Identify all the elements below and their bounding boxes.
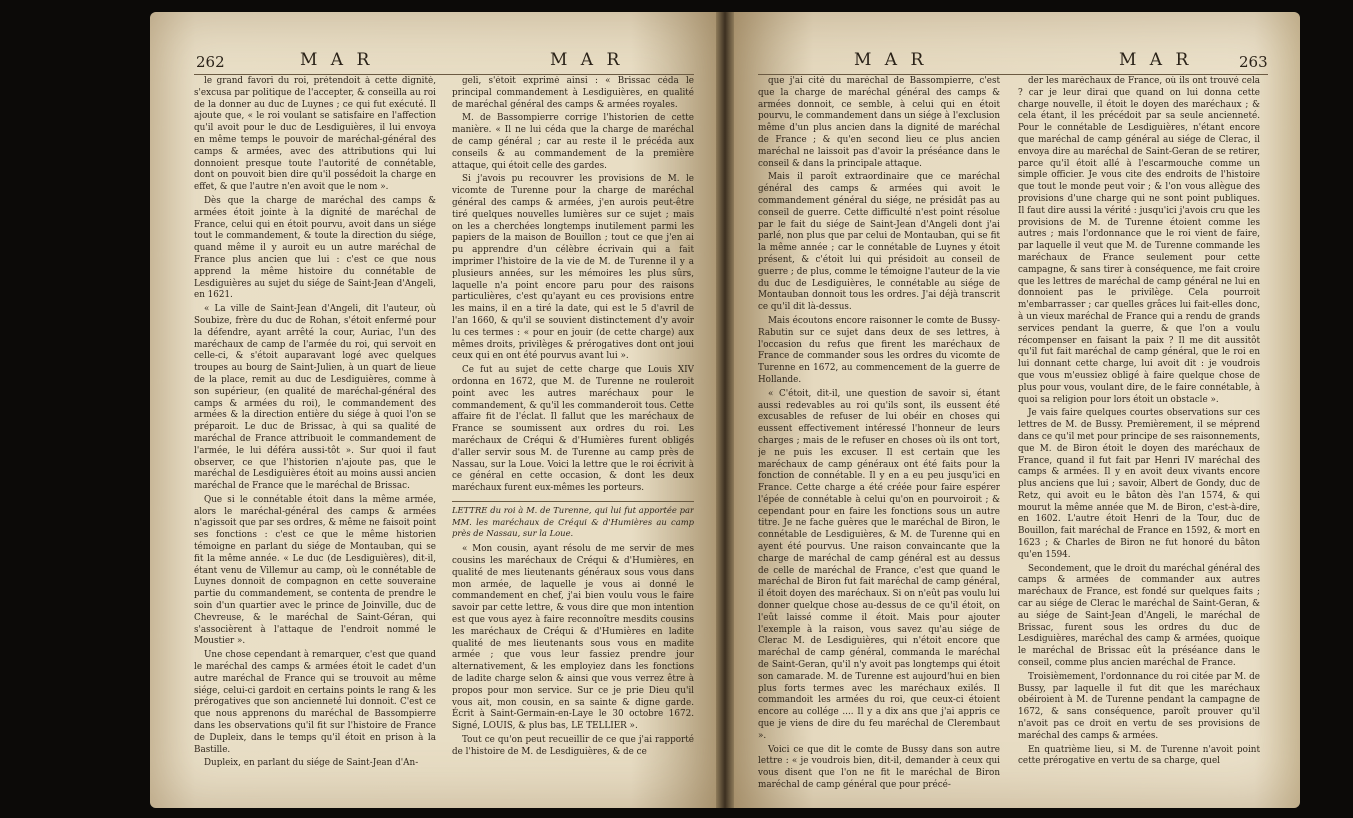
paragraph: geli, s'étoit exprimé ainsi : « Brissac céda le principal commandement à Lesdiguières, en qualité de maréchal général des camps & armées royales.	[452, 76, 694, 110]
right-page	[734, 12, 1300, 808]
right-page-number: 263	[1239, 53, 1268, 71]
paragraph: Ce fut au sujet de cette charge que Louis XIV ordonna en 1672, que M. de Turenne ne rouleroit point avec les autres maréchaux pour le commandement, & qu'il les commanderoit tous. Cette affaire fit de l'éclat. Il fallut que les maréchaux de France se soumissent aux ordres du roi. Les maréchaux de Créqui & d'Humières furent obligés d'aller servir sous M. de Turenne au camp près de Nassau, sur la Loue. Voici la lettre que le roi écrivit à ce général en cette occasion, & dont les deux maréchaux furent eux-mêmes les porteurs.	[452, 365, 694, 494]
left-page-header	[150, 50, 716, 72]
paragraph: Je vais faire quelques courtes observations sur ces lettres de M. de Bussy. Premièrement, il se méprend dans ce qu'il met pour principe de ses raisonnements, que M. de Biron étoit le doyen des maréchaux de France, quand il fut fait par Henri IV maréchal des camps & armées. Il y en avoit deux vivants encore plus anciens que lui ; savoir, Albert de Gondy, duc de Retz, qui avoit eu le bâton dès l'an 1574, & qui mourut la même année que M. de Biron, c'est-à-dire, en 1602. L'autre étoit Henri de la Tour, duc de Bouillon, fait maréchal de France en 1592, & mort en 1623 ; & Charles de Biron ne fut honoré du bâton qu'en 1594.	[1018, 408, 1260, 560]
left-column-2	[452, 76, 694, 796]
paragraph: Tout ce qu'on peut recueillir de ce que j'ai rapporté de l'histoire de M. de Lesdiguières, & de ce	[452, 735, 694, 757]
paragraph: Mais il paroît extraordinaire que ce maréchal général des camps & armées qui avoit le commandement général du siége, ne présidât pas au conseil de guerre. Cette difficulté n'est point résolue par le fait du siége de Saint-Jean d'Angeli dont j'ai parlé, non plus que par celui de Montauban, qui se fit la même année ; car le connétable de Luynes y étoit présent, & c'étoit lui qui présidoit au conseil de guerre ; de plus, comme le témoigne l'auteur de la vie du duc de Lesdiguières, le connétable au siége de Montauban donnoit tous les ordres. J'ai déjà transcrit ce qu'il dit là-dessus.	[758, 172, 1000, 313]
paragraph: Si j'avois pu recouvrer les provisions de M. le vicomte de Turenne pour la charge de maréchal général des camps & armées, j'en aurois peut-être tiré quelques nouvelles lumières sur ce sujet ; mais on les a cherchées longtemps inutilement parmi les papiers de la maison de Bouillon ; tout ce que j'en ai pu apprendre d'un célèbre écrivain qui a fait imprimer l'histoire de la vie de M. de Turenne il y a plusieurs années, sur les mémoires les plus sûrs, laquelle n'a point encore paru pour des raisons particulières, c'est qu'ayant eu ces provisions entre les mains, il en a tiré la date, qui est le 5 d'avril de l'an 1660, & qu'il se souvient distinctement d'y avoir lu ces termes : « pour en jouir (de cette charge) aux mêmes droits, privilèges & prérogatives dont ont joui ceux qui en ont été pourvus avant lui ».	[452, 174, 694, 362]
paragraph: Troisièmement, l'ordonnance du roi citée par M. de Bussy, par laquelle il fut dit que les maréchaux obéiroient à M. de Turenne pendant la campagne de 1672, & sans conséquence, paroît prouver qu'il n'avoit pas ce droit en vertu de ses provisions de maréchal des camps & armées.	[1018, 671, 1260, 741]
letter-heading: LETTRE du roi à M. de Turenne, qui lui fut apportée par MM. les maréchaux de Créqui & d'Humières au camp près de Nassau, sur la Loue.	[452, 501, 694, 540]
book-gutter	[716, 12, 734, 808]
paragraph: Une chose cependant à remarquer, c'est que quand le maréchal des camps & armées étoit le cadet d'un autre maréchal de France qui se trouvoit au même siége, celui-ci gardoit en certains points le rang & les prérogatives que son ancienneté lui donnoit. C'est ce que nous apprenons du maréchal de Bassompierre dans les observations qu'il fit sur l'histoire de France de Dupleix, dans le temps qu'il étoit en prison à la Bastille.	[194, 650, 436, 755]
paragraph: que j'ai cité du maréchal de Bassompierre, c'est que la charge de maréchal général des camps & armées donnoit, ce semble, à celui qui en étoit pourvu, le commandement dans un siége à l'exclusion même d'un plus ancien dans la dignité de maréchal de France ; & qu'en second lieu ce plus ancien maréchal ne laissoit pas d'avoir la préséance dans le conseil & dans la principale attaque.	[758, 76, 1000, 169]
left-header-rule	[194, 74, 694, 75]
paragraph: En quatrième lieu, si M. de Turenne n'avoit point cette prérogative en vertu de sa charge, quel	[1018, 744, 1260, 767]
left-running-head-1: M A R	[300, 50, 374, 70]
open-book	[150, 12, 1300, 812]
right-page-header	[734, 50, 1300, 72]
right-running-head-2: M A R	[1119, 50, 1193, 70]
paragraph: der les maréchaux de France, où ils ont trouvé cela ? car je leur dirai que quand on lui donna cette charge nouvelle, il étoit le doyen des maréchaux ; & cela étant, il les précédoit par sa seule ancienneté. Pour le connétable de Lesdiguières, n'étant encore que maréchal de camp général au siége de Clerac, il envoya dire au maréchal de Saint-Geran de se retirer, parce qu'il étoit allé à l'escarmouche comme un simple officier. Je vous cite des endroits de l'histoire que tout le monde peut voir ; & l'on vous allègue des provisions d'une charge qui ne sont point publiques. Il faut dire aussi la vérité : jusqu'ici j'avois cru que les provisions de M. de Turenne étoient comme les autres ; mais l'ordonnance que le roi vient de faire, par laquelle il veut que M. de Turenne commande les maréchaux de France seulement pour cette campagne, & sans tirer à conséquence, me fait croire que les lettres de maréchal de camp général ne lui en donnoient pas le privilège. Cela pourroit m'embarrasser ; car quelles grâces lui fait-elles donc, à un vieux maréchal de France qui a rendu de grands services pendant la guerre, & que l'on a voulu récompenser en faisant la paix ? Il me dit aussitôt qu'il fut fait maréchal de camp général, que le roi en lui donnant cette charge, lui avoit dit : je voudrois que vous m'eussiez obligé à faire quelque chose de plus pour vous, voulant dire, de le faire connétable, à quoi sa religion pour lors étoit un obstacle ».	[1018, 76, 1260, 405]
paragraph: « La ville de Saint-Jean d'Angeli, dit l'auteur, où Soubize, frère du duc de Rohan, s'étoit enfermé pour la défendre, ayant arrêté la cour, Auriac, l'un des maréchaux de camp de l'armée du roi, qui servoit en celle-ci, & s'étoit auparavant logé avec quelques troupes au bourg de Saint-Julien, à un quart de lieue de la place, remit au duc de Lesdiguières, comme à son supérieur, (en qualité de maréchal-général des camps & armées du roi), le commandement des armées & la direction entière du siége à quoi l'on se préparoit. Le duc de Brissac, à qui sa qualité de maréchal de France attribuoit le commandement de l'armée, le lui déféra aussi-tôt ». Sur quoi il faut observer, ce que l'historien n'ajoute pas, que le maréchal de Lesdiguières étoit au moins aussi ancien maréchal de France que le maréchal de Brissac.	[194, 304, 436, 492]
paragraph: « Mon cousin, ayant résolu de me servir de mes cousins les maréchaux de Créqui & d'Humières, en qualité de mes lieutenants généraux sous vous dans mon armée, de laquelle je vous ai donné le commandement en chef, j'ai bien voulu vous le faire savoir par cette lettre, & vous dire que mon intention est que vous ayez à faire reconnoître mesdits cousins les maréchaux de Créqui & d'Humières en ladite qualité de mes lieutenants sous vous en madite armée ; que vous leur fassiez prendre jour alternativement, & les employiez dans les fonctions de ladite charge selon & ainsi que vous verrez être à propos pour mon service. Sur ce je prie Dieu qu'il vous ait, mon cousin, en sa sainte & digne garde. Écrit à Saint-Germain-en-Laye le 30 octobre 1672. Signé, LOUIS, & plus bas, LE TELLIER ».	[452, 544, 694, 732]
paragraph: le grand favori du roi, prétendoit à cette dignité, s'excusa par politique de l'accepter, & conseilla au roi de la donner au duc de Luynes ; ce qui fut exécuté. Il ajoute que, « le roi voulant se satisfaire en l'affection qu'il avoit pour le duc de Lesdiguières, il lui envoya en même temps le pouvoir de maréchal-général des camps & armées, avec des attributions qui lui donnoient presque toute l'autorité de connétable, dont on pouvoit bien dire qu'il possédoit la charge en effet, & que l'autre n'en avoit que le nom ».	[194, 76, 436, 193]
left-running-head-2: M A R	[550, 50, 624, 70]
paragraph: M. de Bassompierre corrige l'historien de cette manière. « Il ne lui céda que la charge de maréchal de camp général ; car au reste il le précéda aux conseils & au commandement de la première attaque, qui étoit celle des gardes.	[452, 113, 694, 171]
right-column-2	[1018, 76, 1260, 796]
paragraph: « C'étoit, dit-il, une question de savoir si, étant aussi redevables au roi qu'ils sont, ils eussent été excusables de refuser de lui obéir en choses qui eussent effectivement intéressé l'honneur de leurs charges ; mais de le refuser en choses où ils ont tort, je ne puis les excuser. Il est certain que les maréchaux de camp généraux ont été faits pour la fonction de connétable. Il y en a eu peu jusqu'ici en France. Cette charge a été créée pour faire espérer l'épée de connétable à celui qu'on en pourvoiroit ; & cependant pour en faire les fonctions sous un autre titre. Je ne fache guères que le maréchal de Biron, le connétable de Lesdiguières, & M. de Turenne qui en ayent été pourvus. Une raison convaincante que la charge de maréchal de camp général est au dessus de celle de maréchal de France, c'est que quand le maréchal de Biron fut fait maréchal de camp général, il étoit doyen des maréchaux. Si on n'eût pas voulu lui donner quelque chose au-dessus de ce qu'il étoit, on l'eût laissé comme il étoit. Mais pour ajouter l'exemple à la raison, vous savez qu'au siége de Clerac M. de Lesdiguières, qui n'étoit encore que maréchal de camp général, commanda le maréchal de Saint-Geran, qu'il n'y avoit pas longtemps qui étoit son camarade. M. de Turenne est aujourd'hui en bien plus forts termes avec les maréchaux exilés. Il commandoit les armées du roi, que ceux-ci étoient encore au collége .... Il y a dix ans que j'ai appris ce que je viens de dire du feu maréchal de Clerembaut ».	[758, 388, 1000, 741]
paragraph: Voici ce que dit le comte de Bussy dans son autre lettre : « je voudrois bien, dit-il, demander à ceux qui vous disent que l'on ne fit le maréchal de Biron maréchal de camp général que pour précé-	[758, 744, 1000, 791]
right-header-rule	[758, 74, 1268, 75]
left-column-1	[194, 76, 436, 796]
paragraph: Secondement, que le droit du maréchal général des camps & armées de commander aux autres maréchaux de France, est fondé sur quelques faits ; car au siége de Clerac le maréchal de Saint-Geran, & au siége de Saint-Jean d'Angeli, le maréchal de Brissac, furent sous les ordres du duc de Lesdiguières, maréchal des camp & armées, quoique le maréchal de Brissac eût la préséance dans le conseil, comme plus ancien maréchal de France.	[1018, 563, 1260, 669]
paragraph: Mais écoutons encore raisonner le comte de Bussy-Rabutin sur ce sujet dans deux de ses lettres, à l'occasion du refus que firent les maréchaux de France de commander sous les ordres du vicomte de Turenne en 1672, au commencement de la guerre de Hollande.	[758, 315, 1000, 385]
paragraph: Dès que la charge de maréchal des camps & armées étoit jointe à la dignité de maréchal de France, celui qui en étoit pourvu, avoit dans un siége tout le commandement, & toute la direction du siége, quand même il y auroit eu un autre maréchal de France plus ancien que lui : c'est ce que nous apprend la même histoire du connétable de Lesdiguières au sujet du siége de Saint-Jean d'Angeli, en 1621.	[194, 195, 436, 301]
paragraph: Que si le connétable étoit dans la même armée, alors le maréchal-général des camps & armées n'agissoit que par ses ordres, & même ne faisoit point ses fonctions : c'est ce que le même historien témoigne en parlant du siége de Montauban, qui se fit la même année. « Le duc (de Lesdiguières), dit-il, étant venu de Villemur au camp, où le connétable de Luynes donnoit de compagnon en cette souveraine partie du commandement, se contenta de prendre le soin d'un quartier avec le prince de Joinville, duc de Chevreuse, & le maréchal de Saint-Géran, qui s'associèrent à l'attaque de l'endroit nommé le Moustier ».	[194, 494, 436, 647]
right-column-1	[758, 76, 1000, 796]
left-page-number: 262	[196, 53, 225, 71]
left-page	[150, 12, 716, 808]
right-running-head-1: M A R	[854, 50, 928, 70]
paragraph: Dupleix, en parlant du siége de Saint-Jean d'An-	[204, 758, 419, 769]
